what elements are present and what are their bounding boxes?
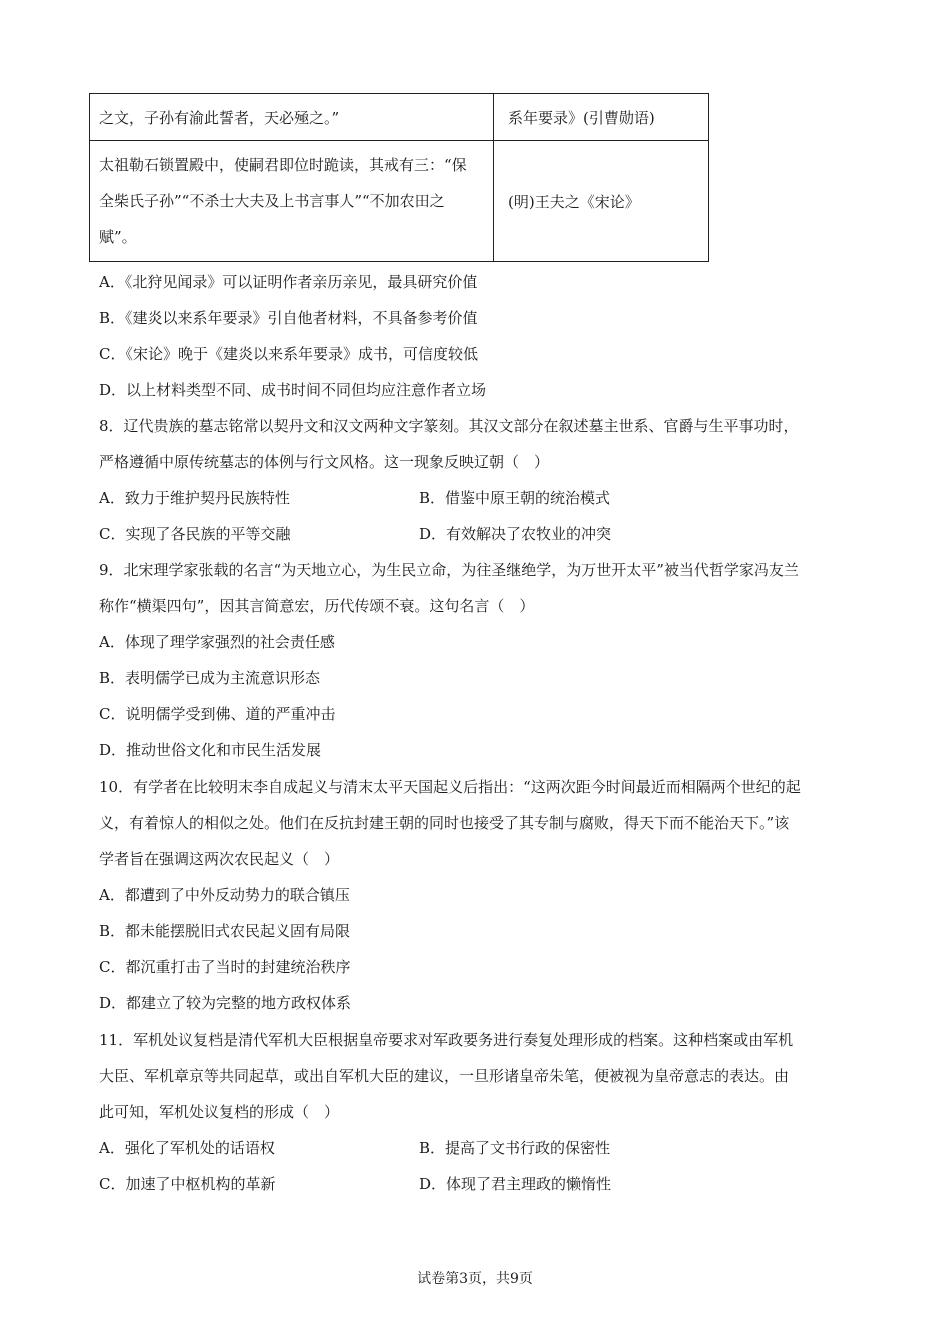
table-cell: 系年要录》(引曹勋语) [494, 94, 709, 141]
q9-option-b[interactable]: B．表明儒学已成为主流意识形态 [99, 669, 321, 687]
q10-stem: 学者旨在强调这两次农民起义（ ） [99, 850, 340, 868]
q10-option-a[interactable]: A．都遭到了中外反动势力的联合镇压 [99, 886, 350, 904]
q7-option-d[interactable]: D．以上材料类型不同、成书时间不同但均应注意作者立场 [99, 381, 487, 399]
q11-option-b[interactable]: B．提高了文书行政的保密性 [419, 1139, 611, 1157]
q10-stem: 10．有学者在比较明末李自成起义与清末太平天国起义后指出：“这两次距今时间最近而相隔两个世纪的起 [99, 778, 801, 796]
q8-option-c[interactable]: C．实现了各民族的平等交融 [99, 525, 291, 543]
page-footer: 试卷第3页，共9页 [417, 1271, 533, 1287]
q7-option-b[interactable]: B．《建炎以来系年要录》引自他者材料，不具备参考价值 [99, 309, 478, 327]
cell-line: 太祖勒石锁置殿中，使嗣君即位时跪读，其戒有三：“保 [99, 156, 467, 174]
q11-option-c[interactable]: C．加速了中枢机构的革新 [99, 1175, 276, 1193]
q11-stem: 11．军机处议复档是清代军机大臣根据皇帝要求对军政要务进行奏复处理形成的档案。这种档案或由军机 [99, 1031, 794, 1049]
q9-option-d[interactable]: D．推动世俗文化和市民生活发展 [99, 741, 322, 759]
table-cell: (明)王夫之《宋论》 [494, 141, 709, 262]
q10-option-d[interactable]: D．都建立了较为完整的地方政权体系 [99, 994, 352, 1012]
q10-stem: 义，有着惊人的相似之处。他们在反抗封建王朝的同时也接受了其专制与腐败，得天下而不能治天下。”该 [99, 814, 790, 832]
q11-stem: 大臣、军机章京等共同起草，或出自军机大臣的建议，一旦形诸皇帝朱笔，便被视为皇帝意志的表达。由 [99, 1067, 790, 1085]
q10-option-b[interactable]: B．都未能摆脱旧式农民起义固有局限 [99, 922, 351, 940]
q11-stem: 此可知，军机处议复档的形成（ ） [99, 1103, 340, 1121]
q9-option-c[interactable]: C．说明儒学受到佛、道的严重冲击 [99, 705, 336, 723]
cell-line: 赋”。 [99, 228, 137, 246]
q7-option-c[interactable]: C．《宋论》晚于《建炎以来系年要录》成书，可信度较低 [99, 345, 478, 363]
q8-stem: 8．辽代贵族的墓志铭常以契丹文和汉文两种文字篆刻。其汉文部分在叙述墓主世系、官爵与生平事功时， [99, 417, 799, 435]
q11-option-a[interactable]: A．强化了军机处的话语权 [99, 1139, 275, 1157]
table-row [90, 94, 709, 141]
q9-stem: 称作“横渠四句”，因其言简意宏，历代传颂不衰。这句名言（ ） [99, 597, 535, 615]
source-table [89, 93, 709, 262]
q9-option-a[interactable]: A．体现了理学家强烈的社会责任感 [99, 633, 335, 651]
q8-option-a[interactable]: A．致力于维护契丹民族特性 [99, 489, 290, 507]
table-cell [90, 141, 494, 262]
table-row [90, 141, 709, 262]
q11-option-d[interactable]: D．体现了君主理政的懒惰性 [419, 1175, 612, 1193]
cell-line: 全柴氏子孙”“不杀士大夫及上书言事人”“不加农田之 [99, 192, 445, 210]
q9-stem: 9．北宋理学家张载的名言“为天地立心，为生民立命，为往圣继绝学，为万世开太平”被当代哲学家冯友兰 [99, 561, 799, 579]
q10-option-c[interactable]: C．都沉重打击了当时的封建统治秩序 [99, 958, 351, 976]
q8-option-b[interactable]: B．借鉴中原王朝的统治模式 [419, 489, 611, 507]
q7-option-a[interactable]: A．《北狩见闻录》可以证明作者亲历亲见，最具研究价值 [99, 273, 478, 291]
q8-option-d[interactable]: D．有效解决了农牧业的冲突 [419, 525, 612, 543]
q8-stem: 严格遵循中原传统墓志的体例与行文风格。这一现象反映辽朝（ ） [99, 453, 550, 471]
table-cell: 之文，子孙有渝此誓者，天必殛之。” [90, 94, 494, 141]
